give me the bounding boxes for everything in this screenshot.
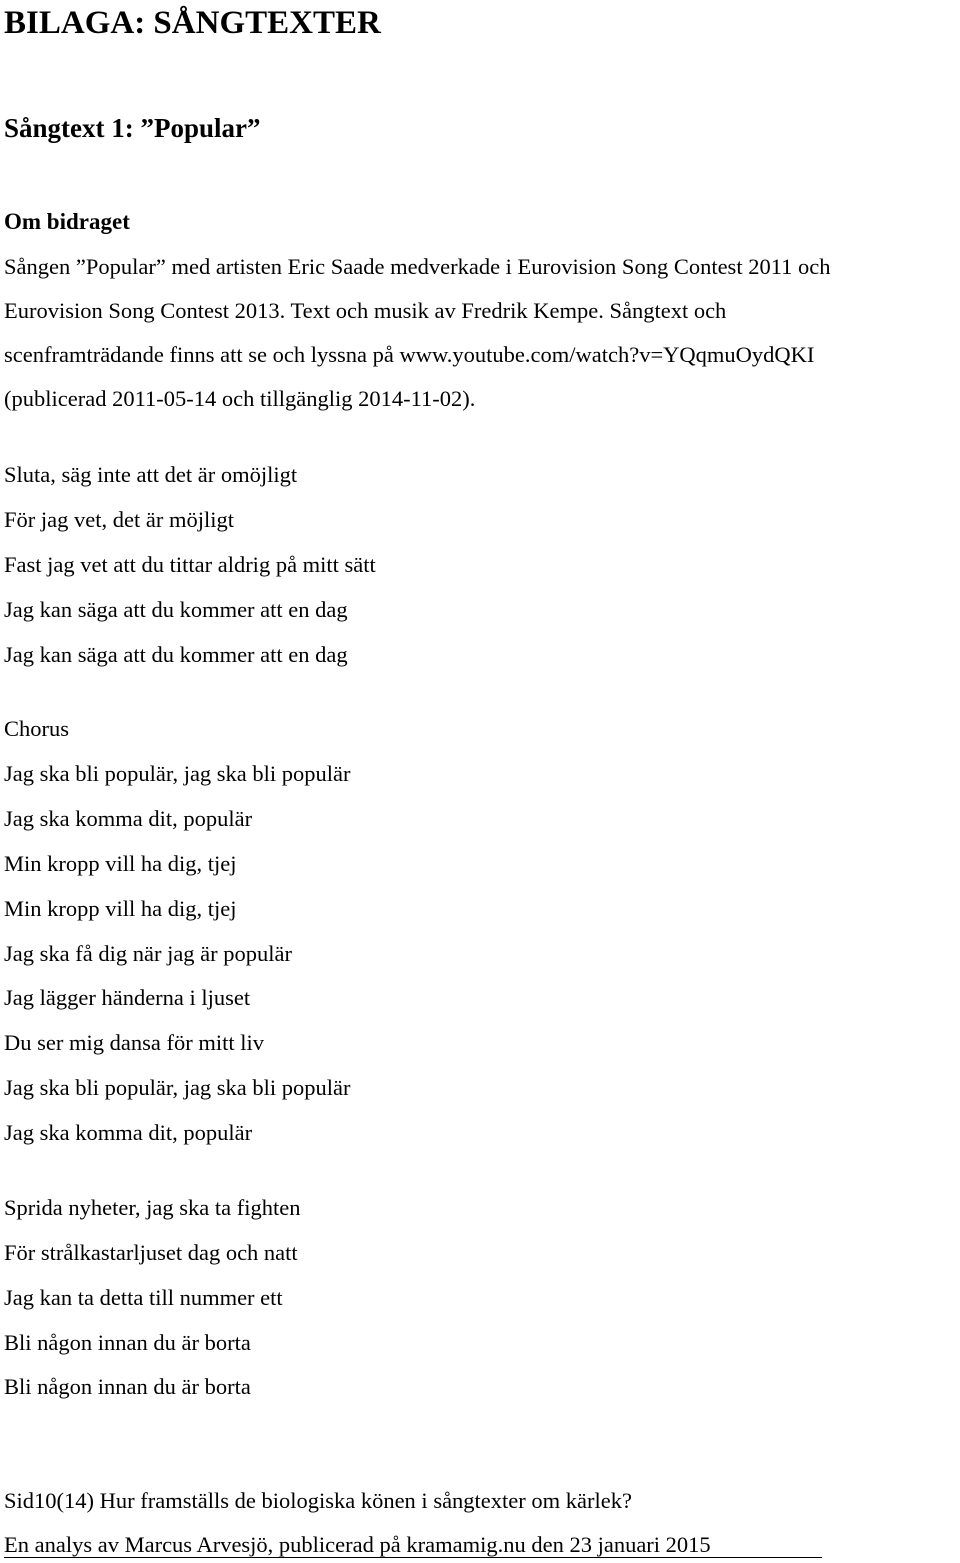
- song-title: Sångtext 1: ”Popular”: [4, 113, 261, 143]
- lyric-line: Jag ska komma dit, populär: [4, 806, 253, 831]
- intro-line: scenframträdande finns att se och lyssna på www.youtube.com/watch?v=YQqmuOydQKI: [4, 342, 815, 367]
- footer-page-line: Sid10(14) Hur framställs de biologiska könen i sångtexter om kärlek?: [4, 1488, 632, 1513]
- lyric-line: Jag kan ta detta till nummer ett: [4, 1285, 283, 1310]
- lyric-line: Bli någon innan du är borta: [4, 1374, 251, 1399]
- lyric-line: Du ser mig dansa för mitt liv: [4, 1030, 264, 1055]
- lyric-line: Jag kan säga att du kommer att en dag: [4, 597, 348, 622]
- lyric-line: Min kropp vill ha dig, tjej: [4, 851, 237, 876]
- lyric-line: Bli någon innan du är borta: [4, 1330, 251, 1355]
- lyric-line: För strålkastarljuset dag och natt: [4, 1240, 298, 1265]
- lyric-line: Min kropp vill ha dig, tjej: [4, 896, 237, 921]
- lyric-line: Sluta, säg inte att det är omöjligt: [4, 462, 298, 487]
- footer-underline: [4, 1557, 822, 1558]
- intro-line: Sången ”Popular” med artisten Eric Saade medverkade i Eurovision Song Contest 2011 och: [4, 254, 831, 279]
- lyric-line: Jag ska bli populär, jag ska bli populär: [4, 1075, 351, 1100]
- lyric-line: Jag ska komma dit, populär: [4, 1120, 253, 1145]
- lyric-line: Jag lägger händerna i ljuset: [4, 985, 251, 1010]
- lyric-line: Jag kan säga att du kommer att en dag: [4, 642, 348, 667]
- section-heading: Om bidraget: [4, 209, 130, 234]
- lyric-line: För jag vet, det är möjligt: [4, 507, 234, 532]
- intro-line: (publicerad 2011-05-14 och tillgänglig 2014-11-02).: [4, 386, 476, 411]
- footer-author-line: En analys av Marcus Arvesjö, publicerad på kramamig.nu den 23 januari 2015: [4, 1532, 711, 1557]
- lyric-line: Fast jag vet att du tittar aldrig på mitt sätt: [4, 552, 376, 577]
- page-heading: BILAGA: SÅNGTEXTER: [4, 5, 381, 41]
- lyric-line: Jag ska få dig när jag är populär: [4, 941, 293, 966]
- lyric-line: Sprida nyheter, jag ska ta fighten: [4, 1195, 301, 1220]
- chorus-label: Chorus: [4, 716, 70, 741]
- lyric-line: Jag ska bli populär, jag ska bli populär: [4, 761, 351, 786]
- intro-line: Eurovision Song Contest 2013. Text och musik av Fredrik Kempe. Sångtext och: [4, 298, 727, 323]
